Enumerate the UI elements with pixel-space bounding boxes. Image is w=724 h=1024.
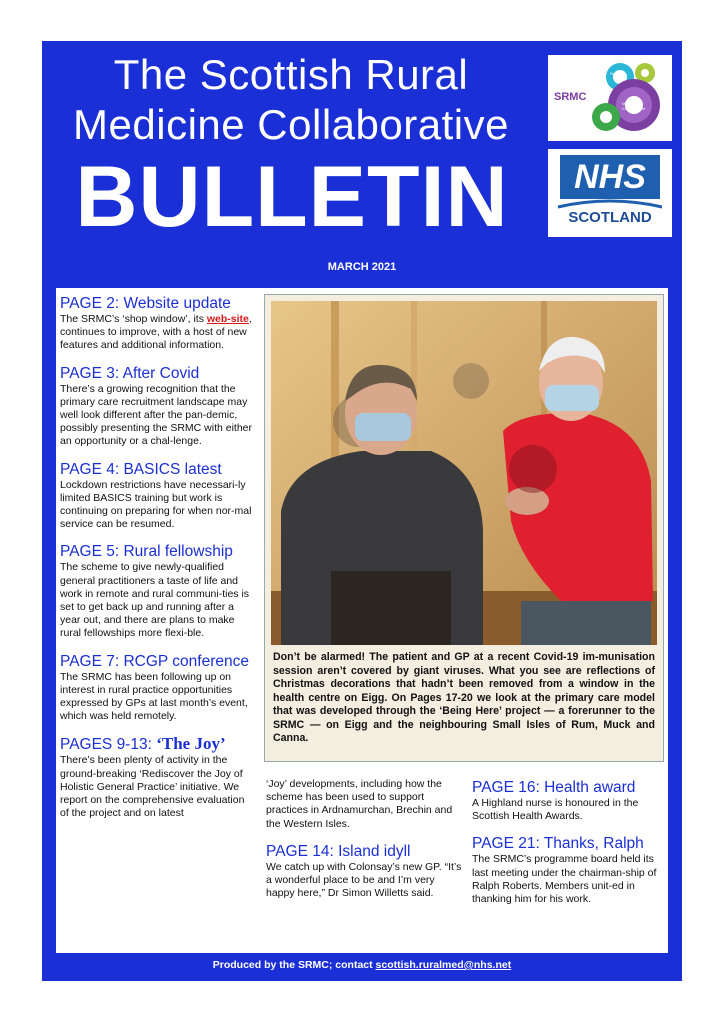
item-label: PAGE 2: — [60, 295, 120, 312]
right-column — [472, 778, 662, 917]
item-title: Island idyll — [338, 842, 411, 860]
item-title: Thanks, Ralph — [543, 835, 644, 853]
nhs-scotland-text: SCOTLAND — [568, 209, 652, 226]
srmc-logo-ring-text-2: Medicine Collaborative — [622, 101, 646, 111]
item-pages-9-13 — [60, 734, 256, 820]
item-page-2: PAGE 2: Website update The SRMC’s ‘shop window’, its web-site, continues to improve, with a host of new features and additional information. — [60, 295, 252, 352]
nhs-scotland-logo — [548, 149, 672, 237]
item-label: PAGES 9-13: — [60, 736, 152, 754]
item-title: Website update — [123, 295, 231, 312]
item-body: There’s been plenty of activity in the ground-breaking ‘Rediscover the Joy of Holistic General Practice’ initiative. We report on the comprehensive evaluation of the project and on latest — [60, 754, 245, 820]
bulletin-page — [42, 41, 682, 981]
photo-caption: Don’t be alarmed! The patient and GP at a recent Covid-19 im-munisation session aren’t covered by giant viruses. What you see are reflections of Christmas decorations that hadn’t been removed from a window in the health centre on Eigg. On Pages 17-20 we look at the primary care model that was developed through the ‘Being Here’ project — a forerunner to the SRMC — on Eigg and the neighbouring Small Isles of Rum, Muck and Canna. — [273, 651, 655, 744]
item-page-3 — [60, 364, 256, 449]
item-page-14 — [266, 842, 462, 901]
item-label: PAGE 5: — [60, 543, 120, 561]
item-body: Lockdown restrictions have necessari-ly limited BASICS training but work is continuing on preparing for when nor-mal service can be resumed. — [60, 478, 252, 531]
cover-photo-frame — [264, 294, 664, 762]
item-title: RCGP conference — [123, 652, 249, 670]
item-label: PAGE 21: — [472, 835, 540, 853]
footer — [42, 959, 682, 971]
item-label: PAGE 16: — [472, 779, 540, 796]
nhs-wordmark: NHS — [560, 155, 660, 199]
item-label: PAGE 14: — [266, 842, 334, 860]
item-body: A Highland nurse is honoured in the Scottish Health Awards. — [472, 797, 639, 823]
item-title: ‘The Joy’ — [156, 734, 226, 754]
website-link[interactable]: web-site — [206, 313, 249, 325]
item-title: Rural fellowship — [123, 543, 233, 561]
cover-photo — [271, 301, 657, 645]
item-page-21 — [472, 834, 662, 906]
item-label: PAGE 7: — [60, 652, 120, 670]
item-body: The SRMC’s programme board held its last meeting under the chairman-ship of Ralph Roberts. Members unit-ed in thanking him for his work. — [472, 853, 657, 906]
masthead-line-1: The Scottish Rural — [113, 51, 469, 98]
masthead-bulletin: BULLETIN — [75, 149, 509, 245]
masthead — [42, 41, 540, 291]
item-page-4 — [60, 460, 256, 532]
item-page-7 — [60, 652, 256, 724]
item-body: The scheme to give newly-qualified general practitioners a taste of life and work in remote and rural communi-ties is set to get back up and running after a year out, and there are plans to make rural fellowships more flexi-ble. — [60, 561, 250, 640]
item-body: There’s a growing recognition that the primary care recruitment landscape may well look different after the pan-demic, possibly presenting the SRMC with either an opportunity or a chal-lenge. — [60, 382, 253, 448]
item-body: ‘Joy’ developments, including how the scheme has been used to support practices in Ardnamurchan, Brechin and the Western Isles. — [266, 778, 453, 830]
issue-date: MARCH 2021 — [327, 261, 397, 273]
item-body: The SRMC has been following up on interest in rural practice opportunities expressed by GPs at last month’s event, which was held remotely. — [60, 670, 248, 723]
item-page-5 — [60, 542, 256, 640]
item-label: PAGE 3: — [60, 364, 120, 382]
item-title: Health award — [544, 779, 636, 796]
joy-continued — [266, 778, 462, 831]
srmc-logo — [548, 55, 672, 141]
footer-text: Produced by the SRMC; contact — [212, 959, 376, 971]
masthead-line-2: Medicine Collaborative — [73, 101, 509, 148]
item-body: We catch up with Colonsay’s new GP. “It’s a wonderful place to be and I’m very happy here,” Dr Simon Willetts said. — [266, 860, 462, 900]
left-column — [60, 294, 256, 831]
item-label: PAGE 4: — [60, 460, 120, 478]
srmc-logo-text: SRMC — [554, 91, 587, 103]
contact-email-link[interactable]: scottish.ruralmed@nhs.net — [375, 959, 512, 971]
srmc-logo-ring-text-1: Rural — [610, 71, 620, 76]
item-page-16 — [472, 778, 662, 823]
content-panel — [56, 288, 668, 953]
item-title: BASICS latest — [123, 460, 222, 478]
middle-column — [266, 778, 462, 911]
item-title: After Covid — [122, 364, 200, 382]
